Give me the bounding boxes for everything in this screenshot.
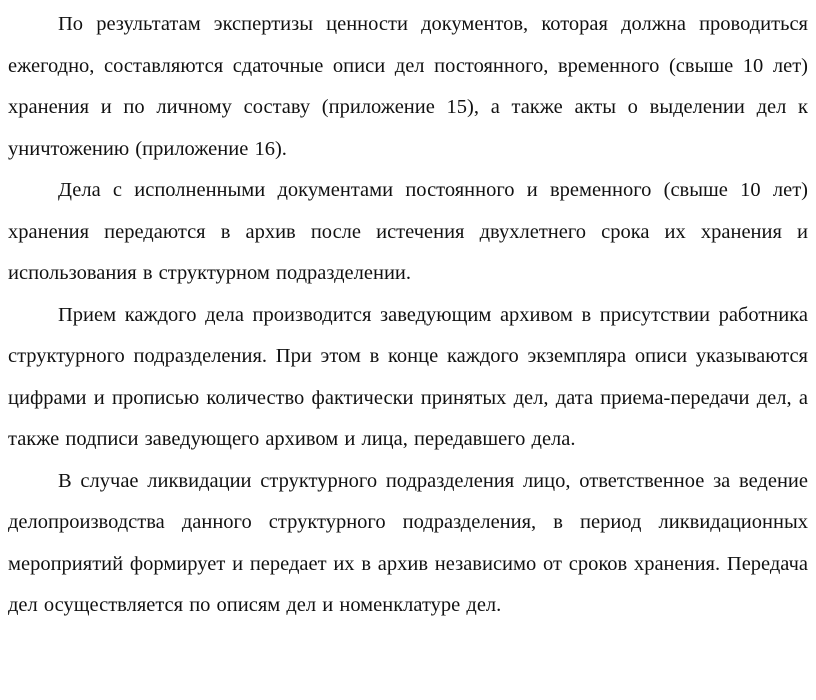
paragraph-expertise: По результатам экспертизы ценности документов, которая должна проводиться ежегодно, составляются сдаточные описи дел постоянного, временного (свыше 10 лет) хранения и по личному составу (приложение 15), а также акты о выделении дел к уничтожению (приложение 16).	[8, 13, 808, 160]
paragraph-liquidation: В случае ликвидации структурного подразделения лицо, ответственное за ведение делопроизводства данного структурного подразделения, в период ликвидационных мероприятий формирует и передает их в архив независимо от сроков хранения. Передача дел осуществляется по описям дел и номенклатуре дел.	[8, 469, 808, 616]
paragraph-transfer: Дела с исполненными документами постоянного и временного (свыше 10 лет) хранения передаются в архив после истечения двухлетнего срока их хранения и использования в структурном подразделении.	[8, 179, 808, 284]
paragraph-acceptance: Прием каждого дела производится заведующим архивом в присутствии работника структурного подразделения. При этом в конце каждого экземпляра описи указываются цифрами и прописью количество фактически принятых дел, дата приема-передачи дел, а также подписи заведующего архивом и лица, передавшего дела.	[8, 303, 808, 450]
